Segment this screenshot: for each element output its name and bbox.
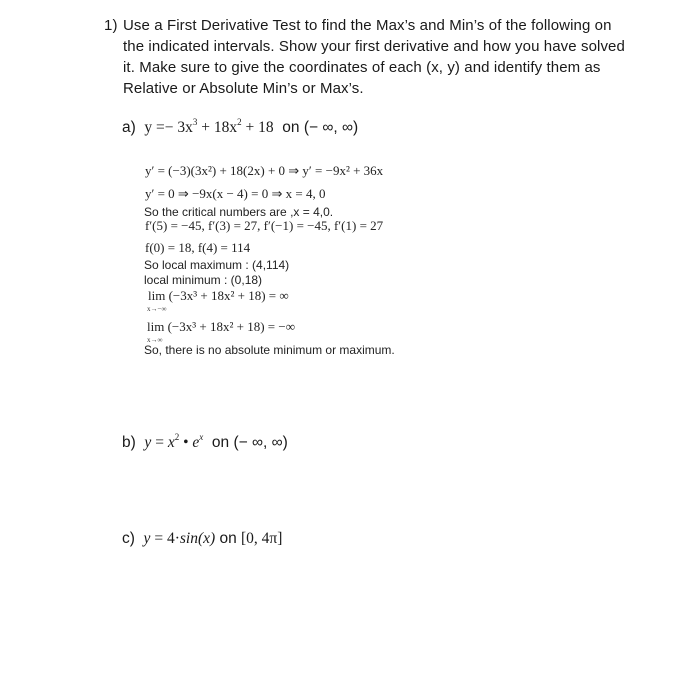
solution-line-4: f′(5) = −45, f′(3) = 27, f′(−1) = −45, f′(1) = 27 (145, 218, 384, 233)
solution-line-1: y′ = (−3)(3x²) + 18(2x) + 0 ⇒ y′ = −9x² + 36x (145, 163, 384, 178)
part-b-exp1: 2 (174, 432, 180, 442)
question-number: 1) (104, 17, 118, 34)
part-c-on: on (215, 530, 242, 547)
part-b-y: y (144, 434, 152, 451)
question-line-3: it. Make sure to give the coordinates of each (x, y) and identify them as (123, 59, 601, 76)
part-a-mid: + 18x (197, 119, 238, 136)
part-b-dot: • (179, 434, 193, 451)
part-a-label: a) (122, 119, 136, 136)
limit-2-subscript: x→∞ (147, 336, 163, 344)
solution-line-7: local minimum : (0,18) (144, 273, 263, 287)
limit-1: lim (−3x³ + 18x² + 18) = ∞ (148, 288, 289, 303)
part-b-base1: x (167, 434, 175, 451)
part-c-eq: = (150, 530, 167, 547)
solution-line-3: So the critical numbers are ,x = 4,0. (144, 205, 334, 219)
part-a-equation (122, 119, 358, 137)
limit-2: lim (−3x³ + 18x² + 18) = −∞ (147, 319, 295, 334)
part-c-y: y (143, 530, 151, 547)
part-c-interval: [0, 4π] (241, 530, 283, 547)
part-c-coef: 4· (166, 530, 180, 547)
part-a-interval: on (− ∞, ∞) (282, 119, 359, 136)
part-c-func: sin(x) (179, 530, 216, 547)
solution-conclusion: So, there is no absolute minimum or maximum. (144, 343, 395, 357)
part-c-label: c) (122, 530, 135, 547)
part-a-tail: + 18 (241, 119, 274, 136)
part-b-label: b) (122, 434, 136, 451)
question-line-2: the indicated intervals. Show your first derivative and how you have solved (123, 38, 625, 55)
solution-line-2: y′ = 0 ⇒ −9x(x − 4) = 0 ⇒ x = 4, 0 (145, 186, 326, 201)
part-a-lhs: y =− 3x (144, 119, 193, 136)
solution-line-6: So local maximum : (4,114) (144, 258, 290, 272)
part-b-equation (122, 434, 288, 452)
question-line-4: Relative or Absolute Min’s or Max’s. (123, 80, 364, 97)
part-b-exp2: x (199, 432, 204, 442)
part-a-exp1: 3 (192, 117, 198, 127)
part-b-interval: on (− ∞, ∞) (211, 434, 288, 451)
part-c-equation (122, 530, 282, 548)
part-a-exp2: 2 (237, 117, 242, 127)
question-line-1: Use a First Derivative Test to find the Max’s and Min’s of the following on (123, 17, 612, 34)
solution-line-5: f(0) = 18, f(4) = 114 (145, 240, 251, 255)
limit-1-subscript: x→−∞ (147, 305, 167, 313)
part-b-eq: = (151, 434, 168, 451)
part-b-base2: e (192, 434, 200, 451)
